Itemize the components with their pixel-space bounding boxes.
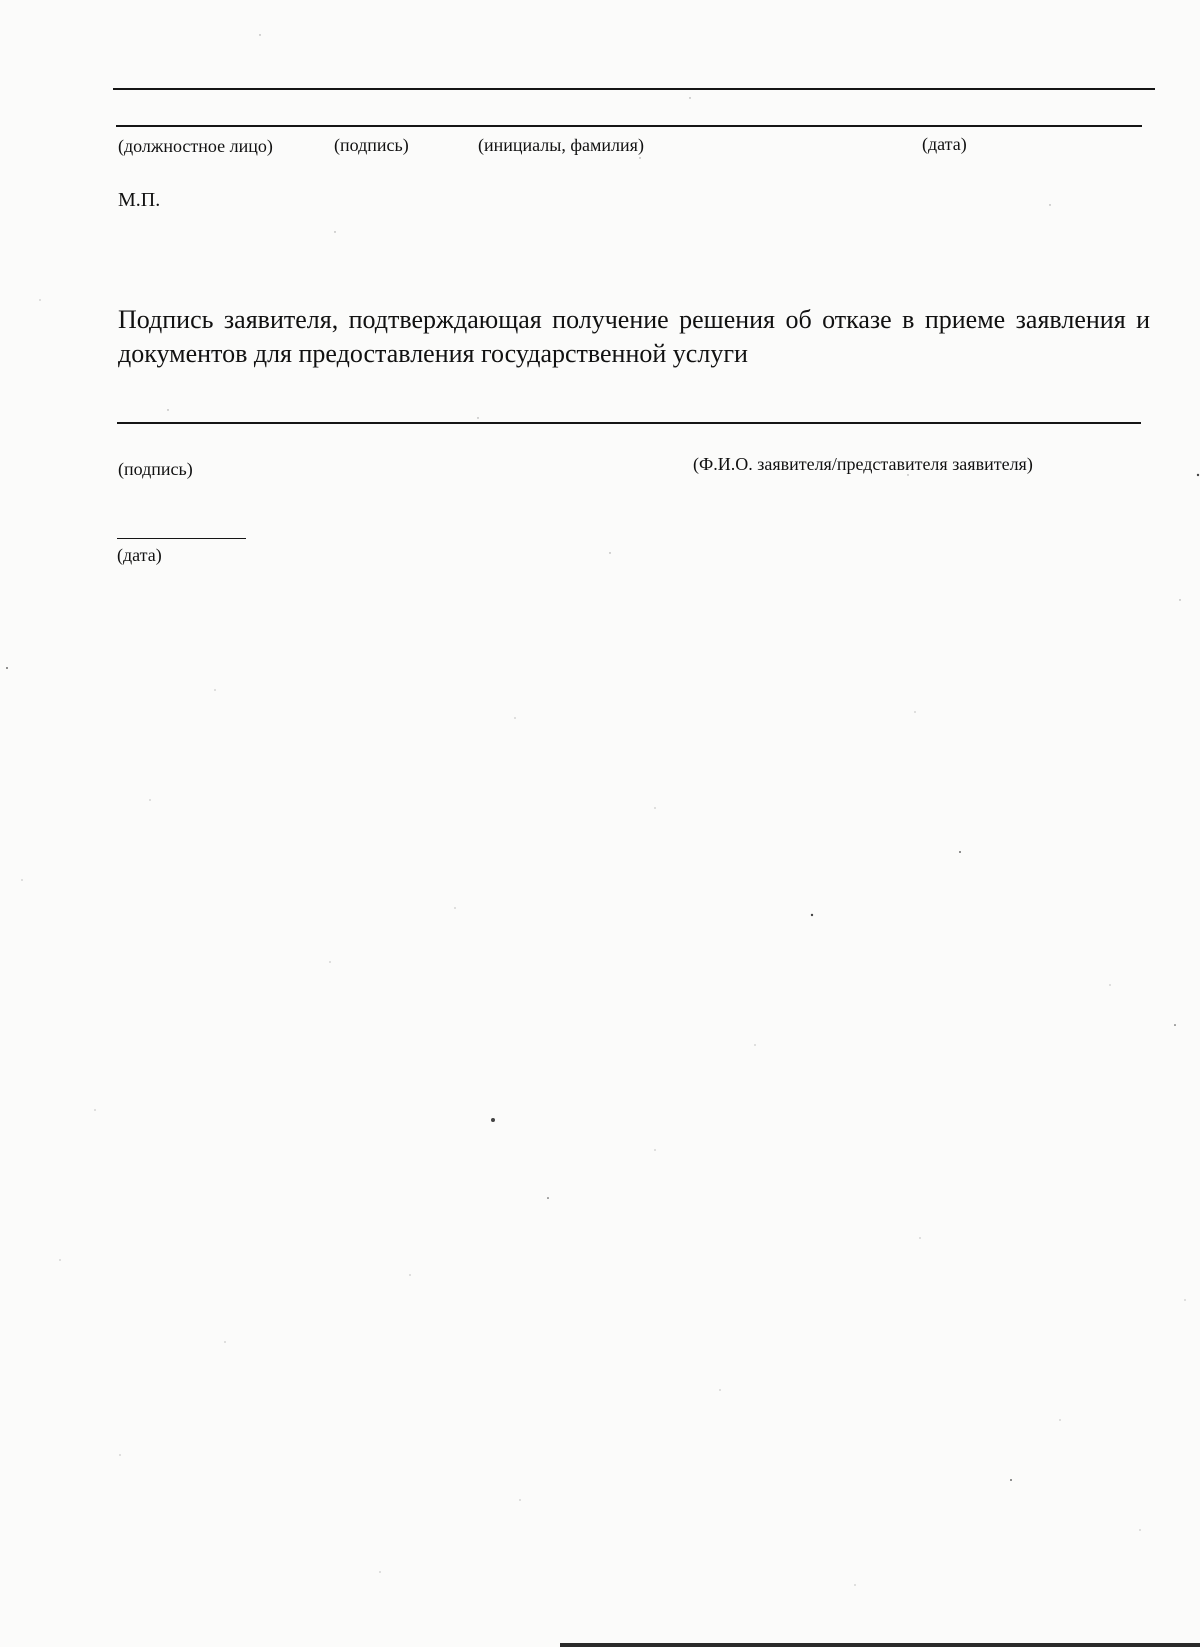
scan-bottom-edge (560, 1643, 1200, 1647)
applicant-name-caption: (Ф.И.О. заявителя/представителя заявителя) (693, 454, 1033, 474)
applicant-statement: Подпись заявителя, подтверждающая получение решения об отказе в приеме заявления и документов для предоставления государственной услуги (118, 305, 1150, 368)
applicant-signature-line (117, 422, 1141, 424)
stamp-mark: М.П. (118, 189, 161, 211)
applicant-date-caption: (дата) (117, 545, 162, 565)
initials-surname-caption: (инициалы, фамилия) (478, 135, 644, 155)
top-rule (113, 88, 1155, 90)
official-signature-line (116, 125, 1142, 127)
official-caption: (должностное лицо) (118, 136, 273, 156)
official-signature-caption: (подпись) (334, 135, 409, 155)
applicant-signature-caption: (подпись) (118, 459, 193, 479)
applicant-date-line (117, 538, 246, 539)
official-date-caption: (дата) (922, 134, 967, 154)
